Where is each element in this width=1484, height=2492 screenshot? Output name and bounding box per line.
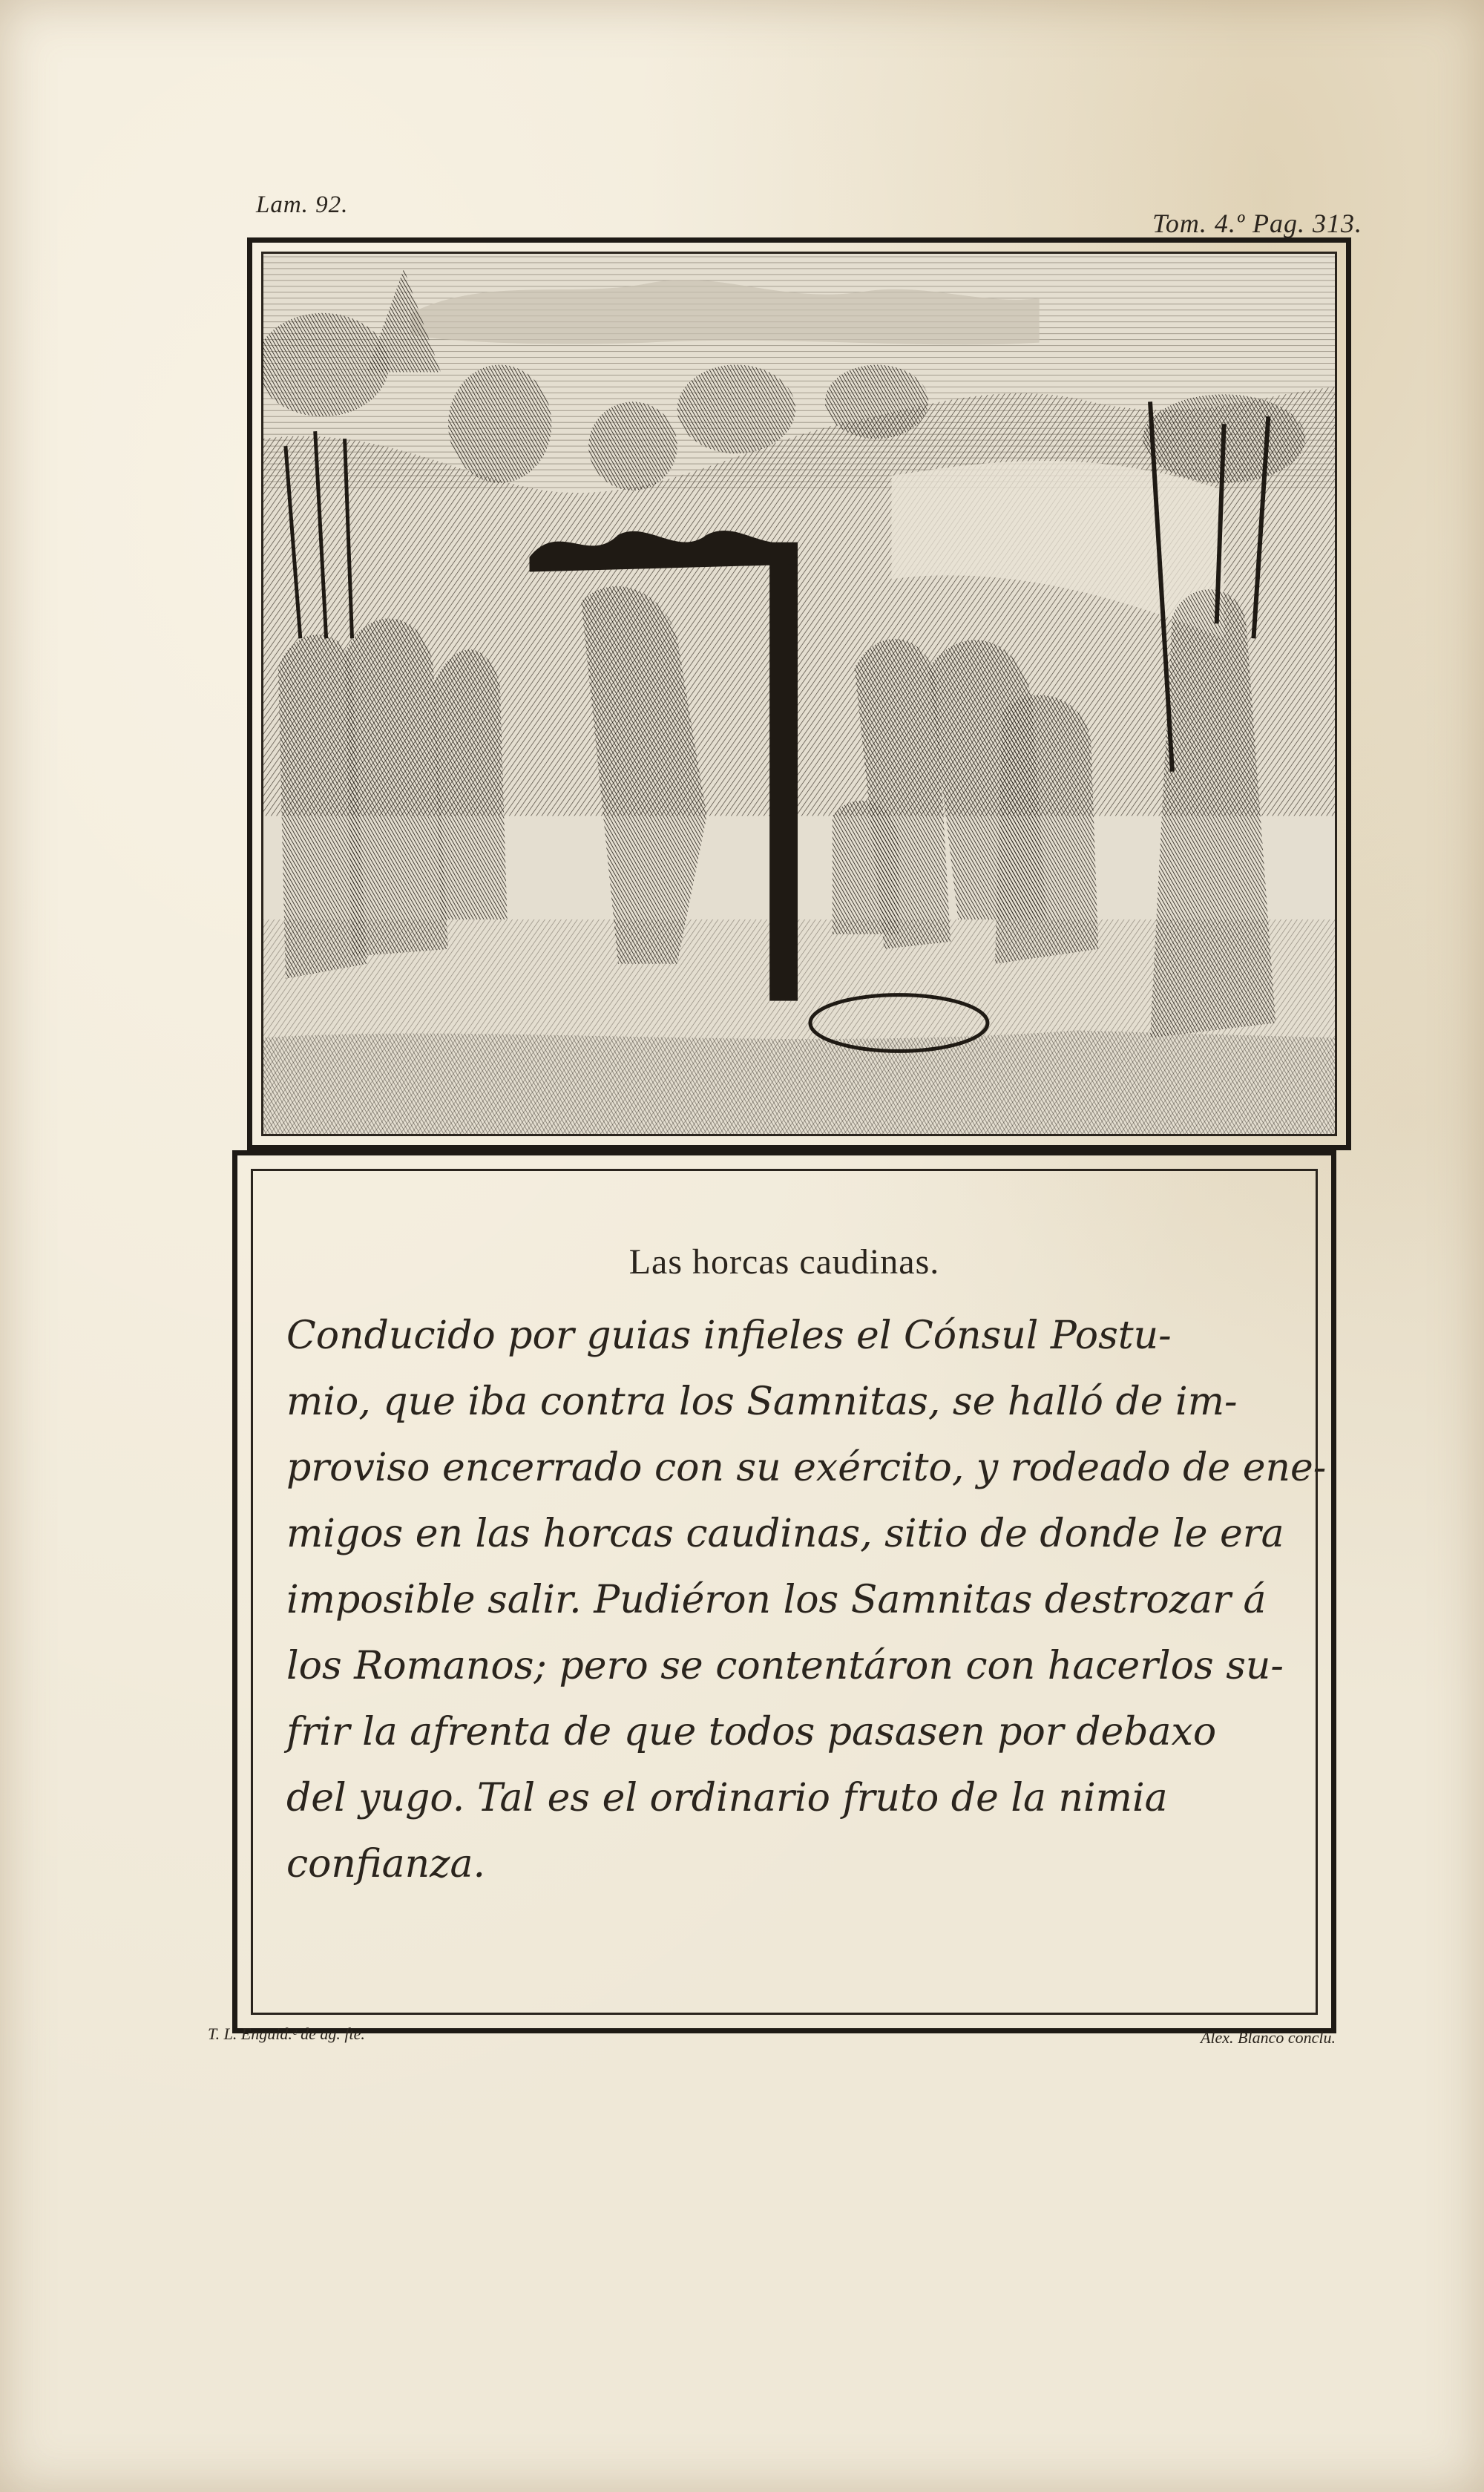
caption-line: los Romanos; pero se contentáron con hacerlos su-	[286, 1644, 1284, 1688]
engraving-scene	[263, 254, 1335, 1134]
plate-caption	[286, 1303, 1327, 1898]
engraving-image	[261, 252, 1337, 1136]
caption-line: proviso encerrado con su exército, y rodeado de ene-	[286, 1446, 1327, 1490]
text-panel	[232, 1150, 1336, 2033]
caption-line: frir la afrenta de que todos pasasen por debaxo	[286, 1710, 1217, 1754]
caption-line: mio, que iba contra los Samnitas, se halló de im-	[286, 1380, 1238, 1424]
plate-number: Lam. 92.	[256, 191, 349, 218]
draftsman-credit: T. L. Enguid.ᵉ de ag. fte.	[208, 2024, 365, 2043]
caption-line: migos en las horcas caudinas, sitio de donde le era	[286, 1512, 1284, 1556]
caption-line: confianza.	[286, 1842, 486, 1886]
caption-line: imposible salir. Pudiéron los Samnitas destrozar á	[286, 1578, 1267, 1622]
caption-line: del yugo. Tal es el ordinario fruto de la nimia	[286, 1776, 1168, 1820]
caption-line: Conducido por guias infieles el Cónsul Postu-	[286, 1314, 1172, 1358]
plate-title: Las horcas caudinas.	[628, 1242, 940, 1282]
foreground-shadow	[263, 1030, 1335, 1134]
engraver-credit: Alex. Blanco conclu.	[1200, 2028, 1336, 2047]
engraving-frame	[247, 237, 1351, 1150]
volume-page-reference: Tom. 4.º Pag. 313.	[1152, 209, 1362, 238]
text-panel-inner-rule	[251, 1169, 1327, 2015]
